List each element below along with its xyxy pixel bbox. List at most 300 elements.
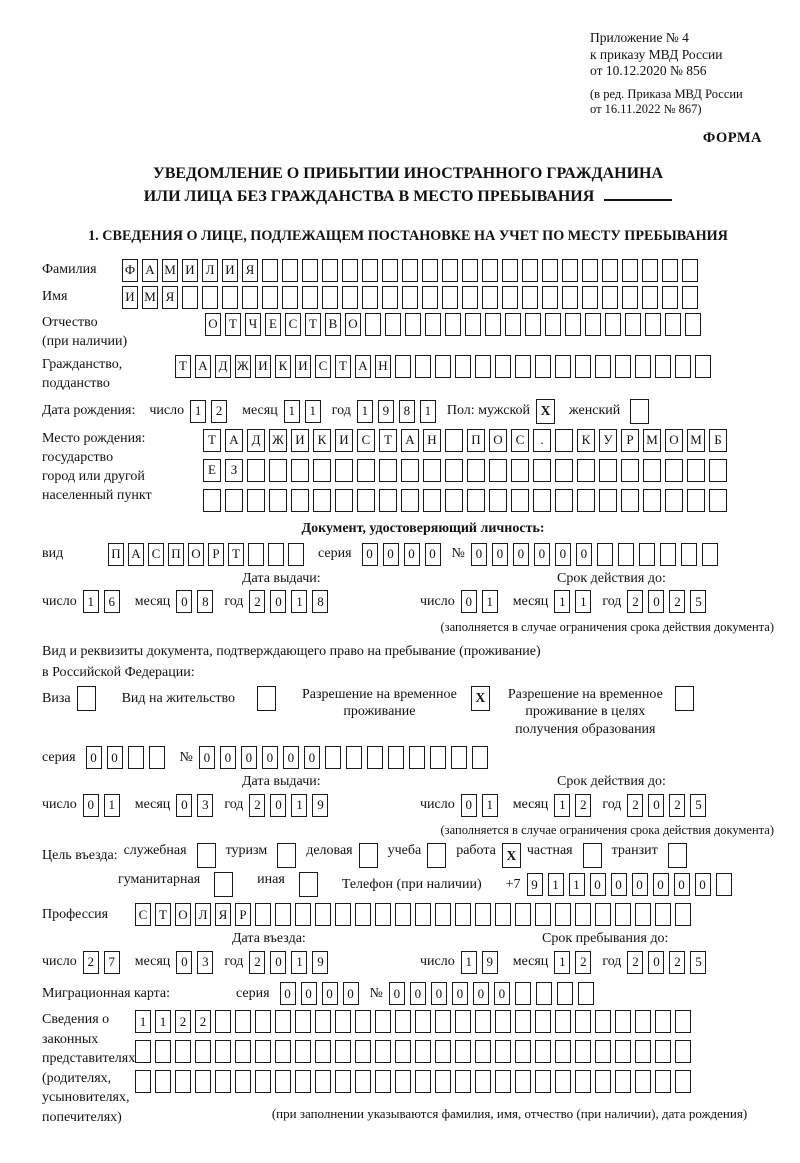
char-box[interactable] <box>475 355 491 378</box>
char-box[interactable]: Я <box>215 903 231 926</box>
char-box[interactable]: Т <box>203 429 221 452</box>
char-box[interactable]: 0 <box>492 543 508 566</box>
char-box[interactable] <box>355 1040 371 1063</box>
char-box[interactable]: 0 <box>473 982 489 1005</box>
char-box[interactable] <box>445 429 463 452</box>
char-box[interactable] <box>268 543 284 566</box>
char-box[interactable] <box>542 286 558 309</box>
char-box[interactable]: 6 <box>104 590 120 613</box>
char-box[interactable] <box>435 355 451 378</box>
char-box[interactable]: П <box>467 429 485 452</box>
char-box[interactable] <box>515 982 531 1005</box>
char-box[interactable]: 0 <box>555 543 571 566</box>
char-box[interactable] <box>313 459 331 482</box>
char-box[interactable]: М <box>687 429 705 452</box>
char-box[interactable] <box>622 286 638 309</box>
char-box[interactable] <box>597 543 613 566</box>
char-box[interactable] <box>495 1070 511 1093</box>
char-box[interactable] <box>423 489 441 512</box>
char-box[interactable] <box>605 313 621 336</box>
char-box[interactable] <box>595 1010 611 1033</box>
char-box[interactable] <box>635 1040 651 1063</box>
char-box[interactable]: 1 <box>83 590 99 613</box>
char-box[interactable] <box>342 286 358 309</box>
char-box[interactable]: П <box>168 543 184 566</box>
char-box[interactable] <box>302 286 318 309</box>
char-box[interactable] <box>335 459 353 482</box>
char-box[interactable]: 2 <box>195 1010 211 1033</box>
char-box[interactable] <box>615 1070 631 1093</box>
char-box[interactable] <box>255 1010 271 1033</box>
char-box[interactable]: К <box>313 429 331 452</box>
char-box[interactable] <box>655 903 671 926</box>
char-box[interactable]: 2 <box>575 951 591 974</box>
char-box[interactable]: 2 <box>249 590 265 613</box>
char-box[interactable]: К <box>577 429 595 452</box>
purpose-option-checkbox[interactable] <box>359 843 378 868</box>
char-box[interactable]: В <box>325 313 341 336</box>
char-box[interactable] <box>445 489 463 512</box>
purpose-option-checkbox[interactable] <box>197 843 216 868</box>
char-box[interactable] <box>325 746 341 769</box>
char-box[interactable] <box>675 1070 691 1093</box>
char-box[interactable] <box>255 903 271 926</box>
char-box[interactable]: 9 <box>527 873 543 896</box>
char-box[interactable]: 0 <box>199 746 215 769</box>
char-box[interactable]: 1 <box>575 590 591 613</box>
char-box[interactable]: И <box>182 259 198 282</box>
char-box[interactable] <box>269 489 287 512</box>
char-box[interactable] <box>315 1010 331 1033</box>
char-box[interactable] <box>642 259 658 282</box>
char-box[interactable] <box>346 746 362 769</box>
char-box[interactable]: 1 <box>291 951 307 974</box>
char-box[interactable]: 0 <box>648 590 664 613</box>
char-box[interactable]: З <box>225 459 243 482</box>
char-box[interactable]: 0 <box>301 982 317 1005</box>
char-box[interactable]: О <box>489 429 507 452</box>
char-box[interactable]: 0 <box>176 590 192 613</box>
char-box[interactable] <box>225 489 243 512</box>
char-box[interactable]: Я <box>162 286 178 309</box>
char-box[interactable]: 2 <box>627 951 643 974</box>
temp-residence-checkbox[interactable]: X <box>471 686 490 711</box>
char-box[interactable] <box>415 1040 431 1063</box>
char-box[interactable] <box>462 286 478 309</box>
char-box[interactable]: М <box>142 286 158 309</box>
edu-residence-checkbox[interactable] <box>675 686 694 711</box>
char-box[interactable] <box>455 903 471 926</box>
char-box[interactable]: 0 <box>262 746 278 769</box>
char-box[interactable]: 1 <box>461 951 477 974</box>
char-box[interactable] <box>203 489 221 512</box>
char-box[interactable]: 8 <box>399 400 415 423</box>
char-box[interactable]: 1 <box>305 400 321 423</box>
char-box[interactable] <box>215 1040 231 1063</box>
char-box[interactable] <box>135 1070 151 1093</box>
char-box[interactable] <box>445 313 461 336</box>
char-box[interactable] <box>535 903 551 926</box>
char-box[interactable]: 1 <box>104 794 120 817</box>
purpose-option-checkbox[interactable] <box>299 872 318 897</box>
char-box[interactable] <box>335 1010 351 1033</box>
char-box[interactable]: И <box>291 429 309 452</box>
char-box[interactable] <box>475 1010 491 1033</box>
char-box[interactable] <box>555 355 571 378</box>
char-box[interactable] <box>442 259 458 282</box>
char-box[interactable]: Т <box>225 313 241 336</box>
char-box[interactable]: 0 <box>389 982 405 1005</box>
char-box[interactable]: 1 <box>548 873 564 896</box>
char-box[interactable] <box>522 286 538 309</box>
char-box[interactable]: 2 <box>669 794 685 817</box>
char-box[interactable] <box>635 903 651 926</box>
char-box[interactable] <box>489 459 507 482</box>
char-box[interactable] <box>475 1070 491 1093</box>
char-box[interactable] <box>635 1070 651 1093</box>
char-box[interactable] <box>295 903 311 926</box>
char-box[interactable]: А <box>225 429 243 452</box>
char-box[interactable] <box>282 259 298 282</box>
char-box[interactable]: 1 <box>554 590 570 613</box>
char-box[interactable]: С <box>511 429 529 452</box>
char-box[interactable]: 2 <box>669 590 685 613</box>
char-box[interactable] <box>625 313 641 336</box>
char-box[interactable]: 1 <box>284 400 300 423</box>
char-box[interactable] <box>135 1040 151 1063</box>
char-box[interactable] <box>545 313 561 336</box>
char-box[interactable] <box>357 459 375 482</box>
char-box[interactable] <box>535 1040 551 1063</box>
char-box[interactable] <box>709 489 727 512</box>
char-box[interactable]: Т <box>305 313 321 336</box>
char-box[interactable]: О <box>188 543 204 566</box>
char-box[interactable] <box>388 746 404 769</box>
char-box[interactable] <box>382 259 398 282</box>
char-box[interactable] <box>662 259 678 282</box>
char-box[interactable] <box>385 313 401 336</box>
char-box[interactable]: 8 <box>197 590 213 613</box>
char-box[interactable] <box>515 355 531 378</box>
char-box[interactable]: 0 <box>452 982 468 1005</box>
char-box[interactable]: 0 <box>653 873 669 896</box>
char-box[interactable] <box>248 543 264 566</box>
char-box[interactable] <box>575 903 591 926</box>
char-box[interactable] <box>415 903 431 926</box>
char-box[interactable] <box>665 489 683 512</box>
char-box[interactable] <box>269 459 287 482</box>
char-box[interactable]: 9 <box>378 400 394 423</box>
char-box[interactable]: 2 <box>669 951 685 974</box>
char-box[interactable]: 5 <box>690 794 706 817</box>
char-box[interactable]: Ж <box>235 355 251 378</box>
char-box[interactable] <box>682 259 698 282</box>
char-box[interactable] <box>595 903 611 926</box>
char-box[interactable] <box>430 746 446 769</box>
char-box[interactable]: 5 <box>690 951 706 974</box>
char-box[interactable] <box>215 1010 231 1033</box>
char-box[interactable] <box>645 313 661 336</box>
char-box[interactable] <box>375 1040 391 1063</box>
char-box[interactable]: Ж <box>269 429 287 452</box>
char-box[interactable] <box>315 903 331 926</box>
char-box[interactable] <box>575 1040 591 1063</box>
char-box[interactable] <box>502 286 518 309</box>
char-box[interactable]: А <box>128 543 144 566</box>
char-box[interactable]: 0 <box>632 873 648 896</box>
char-box[interactable] <box>455 355 471 378</box>
char-box[interactable] <box>149 746 165 769</box>
char-box[interactable] <box>655 1040 671 1063</box>
char-box[interactable]: 0 <box>176 794 192 817</box>
char-box[interactable] <box>535 355 551 378</box>
purpose-option-checkbox[interactable] <box>583 843 602 868</box>
char-box[interactable] <box>533 489 551 512</box>
char-box[interactable]: 0 <box>270 590 286 613</box>
char-box[interactable]: Б <box>709 429 727 452</box>
char-box[interactable] <box>451 746 467 769</box>
char-box[interactable]: 3 <box>197 794 213 817</box>
char-box[interactable] <box>315 1070 331 1093</box>
char-box[interactable] <box>242 286 258 309</box>
char-box[interactable] <box>642 286 658 309</box>
char-box[interactable]: 2 <box>575 794 591 817</box>
char-box[interactable]: 0 <box>270 951 286 974</box>
char-box[interactable]: 0 <box>107 746 123 769</box>
char-box[interactable] <box>455 1040 471 1063</box>
char-box[interactable] <box>643 489 661 512</box>
char-box[interactable]: Т <box>379 429 397 452</box>
purpose-option-checkbox[interactable] <box>277 843 296 868</box>
char-box[interactable] <box>595 1070 611 1093</box>
char-box[interactable] <box>557 982 573 1005</box>
char-box[interactable]: 0 <box>513 543 529 566</box>
char-box[interactable]: 2 <box>175 1010 191 1033</box>
char-box[interactable]: О <box>205 313 221 336</box>
char-box[interactable] <box>395 1010 411 1033</box>
char-box[interactable] <box>502 259 518 282</box>
char-box[interactable] <box>595 355 611 378</box>
char-box[interactable]: 1 <box>482 590 498 613</box>
char-box[interactable] <box>335 1070 351 1093</box>
char-box[interactable] <box>562 286 578 309</box>
char-box[interactable]: 0 <box>590 873 606 896</box>
char-box[interactable] <box>635 355 651 378</box>
char-box[interactable] <box>535 1010 551 1033</box>
char-box[interactable] <box>423 459 441 482</box>
char-box[interactable]: Т <box>155 903 171 926</box>
char-box[interactable]: С <box>285 313 301 336</box>
char-box[interactable] <box>687 459 705 482</box>
char-box[interactable] <box>415 1070 431 1093</box>
sex-female-checkbox[interactable] <box>630 399 649 424</box>
char-box[interactable]: 0 <box>461 794 477 817</box>
char-box[interactable]: Л <box>195 903 211 926</box>
char-box[interactable] <box>445 459 463 482</box>
purpose-option-checkbox[interactable] <box>427 843 446 868</box>
char-box[interactable] <box>681 543 697 566</box>
char-box[interactable]: 5 <box>690 590 706 613</box>
char-box[interactable] <box>175 1040 191 1063</box>
char-box[interactable] <box>155 1070 171 1093</box>
char-box[interactable] <box>565 313 581 336</box>
char-box[interactable] <box>595 1040 611 1063</box>
char-box[interactable]: 0 <box>410 982 426 1005</box>
purpose-option-checkbox[interactable]: X <box>502 843 521 868</box>
char-box[interactable] <box>562 259 578 282</box>
char-box[interactable]: Ч <box>245 313 261 336</box>
char-box[interactable] <box>618 543 634 566</box>
char-box[interactable]: 2 <box>249 951 265 974</box>
char-box[interactable]: 2 <box>211 400 227 423</box>
char-box[interactable] <box>355 1010 371 1033</box>
char-box[interactable] <box>422 259 438 282</box>
char-box[interactable]: 1 <box>190 400 206 423</box>
char-box[interactable]: 0 <box>362 543 378 566</box>
char-box[interactable] <box>335 489 353 512</box>
char-box[interactable] <box>511 459 529 482</box>
char-box[interactable] <box>409 746 425 769</box>
char-box[interactable] <box>455 1010 471 1033</box>
char-box[interactable]: А <box>142 259 158 282</box>
char-box[interactable] <box>495 1010 511 1033</box>
char-box[interactable] <box>577 459 595 482</box>
char-box[interactable] <box>422 286 438 309</box>
char-box[interactable] <box>395 1040 411 1063</box>
char-box[interactable] <box>635 1010 651 1033</box>
char-box[interactable] <box>495 355 511 378</box>
char-box[interactable] <box>555 903 571 926</box>
char-box[interactable] <box>643 459 661 482</box>
char-box[interactable] <box>489 489 507 512</box>
char-box[interactable]: 2 <box>627 590 643 613</box>
char-box[interactable]: Р <box>621 429 639 452</box>
char-box[interactable]: 8 <box>312 590 328 613</box>
char-box[interactable]: У <box>599 429 617 452</box>
char-box[interactable] <box>695 355 711 378</box>
char-box[interactable]: 1 <box>569 873 585 896</box>
char-box[interactable]: С <box>315 355 331 378</box>
char-box[interactable] <box>533 459 551 482</box>
char-box[interactable] <box>575 1010 591 1033</box>
char-box[interactable] <box>275 903 291 926</box>
char-box[interactable] <box>621 489 639 512</box>
char-box[interactable] <box>442 286 458 309</box>
char-box[interactable] <box>375 1010 391 1033</box>
char-box[interactable]: 0 <box>534 543 550 566</box>
char-box[interactable] <box>291 489 309 512</box>
char-box[interactable] <box>535 1070 551 1093</box>
char-box[interactable]: И <box>122 286 138 309</box>
char-box[interactable]: А <box>355 355 371 378</box>
char-box[interactable]: Е <box>265 313 281 336</box>
char-box[interactable]: 0 <box>280 982 296 1005</box>
char-box[interactable] <box>602 259 618 282</box>
purpose-option-checkbox[interactable] <box>668 843 687 868</box>
char-box[interactable] <box>291 459 309 482</box>
char-box[interactable] <box>235 1070 251 1093</box>
char-box[interactable]: О <box>175 903 191 926</box>
char-box[interactable]: А <box>401 429 419 452</box>
char-box[interactable]: 0 <box>241 746 257 769</box>
char-box[interactable] <box>235 1010 251 1033</box>
char-box[interactable] <box>482 259 498 282</box>
char-box[interactable] <box>467 459 485 482</box>
char-box[interactable]: М <box>643 429 661 452</box>
char-box[interactable]: . <box>533 429 551 452</box>
char-box[interactable] <box>401 489 419 512</box>
char-box[interactable] <box>482 286 498 309</box>
char-box[interactable] <box>202 286 218 309</box>
char-box[interactable] <box>155 1040 171 1063</box>
char-box[interactable]: Д <box>247 429 265 452</box>
char-box[interactable] <box>275 1040 291 1063</box>
char-box[interactable] <box>182 286 198 309</box>
char-box[interactable] <box>342 259 358 282</box>
char-box[interactable] <box>675 903 691 926</box>
char-box[interactable] <box>555 1070 571 1093</box>
char-box[interactable] <box>525 313 541 336</box>
char-box[interactable]: 0 <box>220 746 236 769</box>
char-box[interactable]: И <box>255 355 271 378</box>
char-box[interactable]: Е <box>203 459 221 482</box>
residence-permit-checkbox[interactable] <box>257 686 276 711</box>
char-box[interactable] <box>665 459 683 482</box>
char-box[interactable] <box>505 313 521 336</box>
char-box[interactable] <box>379 459 397 482</box>
char-box[interactable]: 0 <box>611 873 627 896</box>
char-box[interactable] <box>485 313 501 336</box>
char-box[interactable] <box>462 259 478 282</box>
char-box[interactable] <box>709 459 727 482</box>
char-box[interactable] <box>555 489 573 512</box>
char-box[interactable]: Н <box>423 429 441 452</box>
char-box[interactable] <box>355 1070 371 1093</box>
char-box[interactable] <box>255 1040 271 1063</box>
char-box[interactable]: Л <box>202 259 218 282</box>
char-box[interactable] <box>639 543 655 566</box>
char-box[interactable] <box>379 489 397 512</box>
char-box[interactable]: 3 <box>197 951 213 974</box>
char-box[interactable]: 2 <box>249 794 265 817</box>
char-box[interactable] <box>382 286 398 309</box>
char-box[interactable] <box>275 1010 291 1033</box>
char-box[interactable] <box>475 903 491 926</box>
char-box[interactable] <box>662 286 678 309</box>
char-box[interactable] <box>475 1040 491 1063</box>
char-box[interactable]: 0 <box>404 543 420 566</box>
char-box[interactable]: Д <box>215 355 231 378</box>
char-box[interactable] <box>621 459 639 482</box>
char-box[interactable] <box>365 313 381 336</box>
char-box[interactable] <box>435 1070 451 1093</box>
char-box[interactable] <box>295 1040 311 1063</box>
char-box[interactable]: 1 <box>420 400 436 423</box>
char-box[interactable]: 1 <box>155 1010 171 1033</box>
char-box[interactable] <box>295 1070 311 1093</box>
char-box[interactable] <box>262 259 278 282</box>
char-box[interactable]: 9 <box>482 951 498 974</box>
char-box[interactable]: Я <box>242 259 258 282</box>
char-box[interactable] <box>313 489 331 512</box>
char-box[interactable]: 0 <box>648 794 664 817</box>
char-box[interactable] <box>355 903 371 926</box>
char-box[interactable]: 0 <box>270 794 286 817</box>
char-box[interactable] <box>402 286 418 309</box>
char-box[interactable]: Т <box>228 543 244 566</box>
char-box[interactable] <box>425 313 441 336</box>
char-box[interactable] <box>195 1040 211 1063</box>
